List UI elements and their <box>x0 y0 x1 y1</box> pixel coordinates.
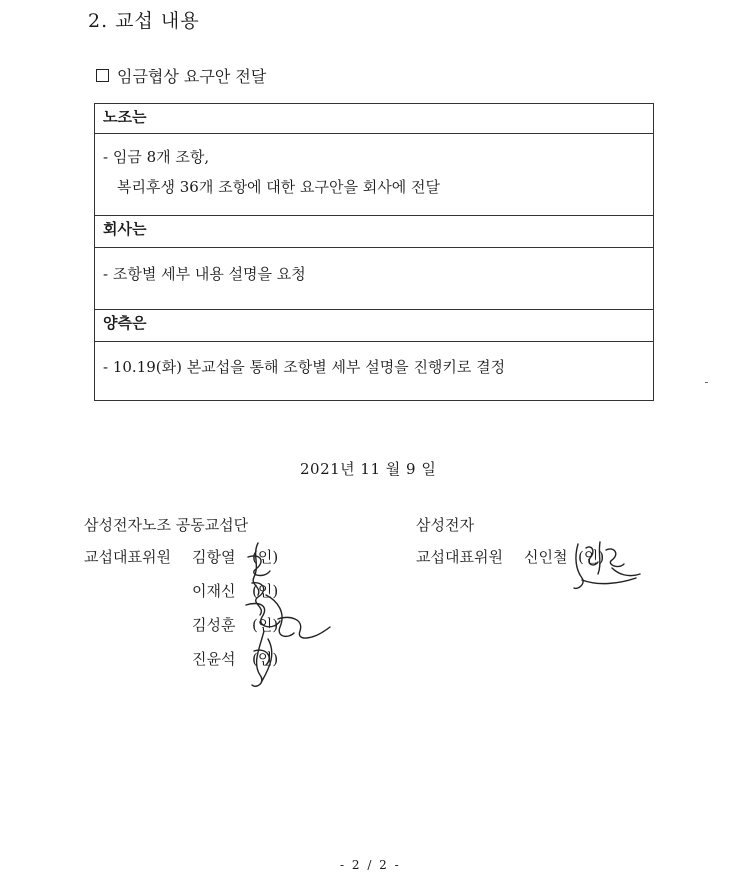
table-row-header-both: 양측은 <box>95 310 653 342</box>
subsection-title <box>96 64 266 87</box>
agreement-table <box>94 103 654 401</box>
company-org: 삼성전자 <box>416 516 474 534</box>
both-line-1: - 10.19(화) 본교섭을 통해 조항별 세부 설명을 진행키로 결정 <box>103 358 506 376</box>
company-line-1: - 조항별 세부 내용 설명을 요청 <box>103 265 306 283</box>
table-row-body-both <box>95 342 653 400</box>
company-rep-title: 교섭대표위원 <box>416 548 503 566</box>
document-date: 2021년 11 월 9 일 <box>300 460 437 478</box>
union-org: 삼성전자노조 공동교섭단 <box>84 516 249 534</box>
company-rep-name: 신인철 <box>524 548 568 566</box>
union-member-1-seal: (인) <box>252 548 279 566</box>
union-rep-title: 교섭대표위원 <box>84 548 171 566</box>
union-member-2-name: 이재신 <box>192 582 236 600</box>
page-number: - 2 / 2 - <box>340 858 401 872</box>
union-line-1: - 임금 8개 조항, <box>103 148 210 166</box>
checkbox-icon <box>96 69 109 82</box>
union-member-3-name: 김성훈 <box>192 616 236 634</box>
union-member-2-seal: (인) <box>252 582 279 600</box>
union-member-3-seal: (인) <box>252 616 279 634</box>
dot-mark <box>705 382 708 383</box>
union-line-2: 복리후생 36개 조항에 대한 요구안을 회사에 전달 <box>117 178 441 196</box>
union-member-1-name: 김항열 <box>192 548 236 566</box>
section-title: 2. 교섭 내용 <box>88 10 200 32</box>
company-rep-seal: (인) <box>578 548 605 566</box>
table-row-header-company: 회사는 <box>95 216 653 248</box>
subsection-title-text: 임금협상 요구안 전달 <box>117 67 267 86</box>
table-row-header-union: 노조는 <box>95 104 653 134</box>
table-row-body-company <box>95 248 653 310</box>
table-row-body-union <box>95 134 653 216</box>
union-handwritten-signatures <box>230 535 350 695</box>
union-member-4-seal: (인) <box>252 650 279 668</box>
union-member-4-name: 진윤석 <box>192 650 236 668</box>
